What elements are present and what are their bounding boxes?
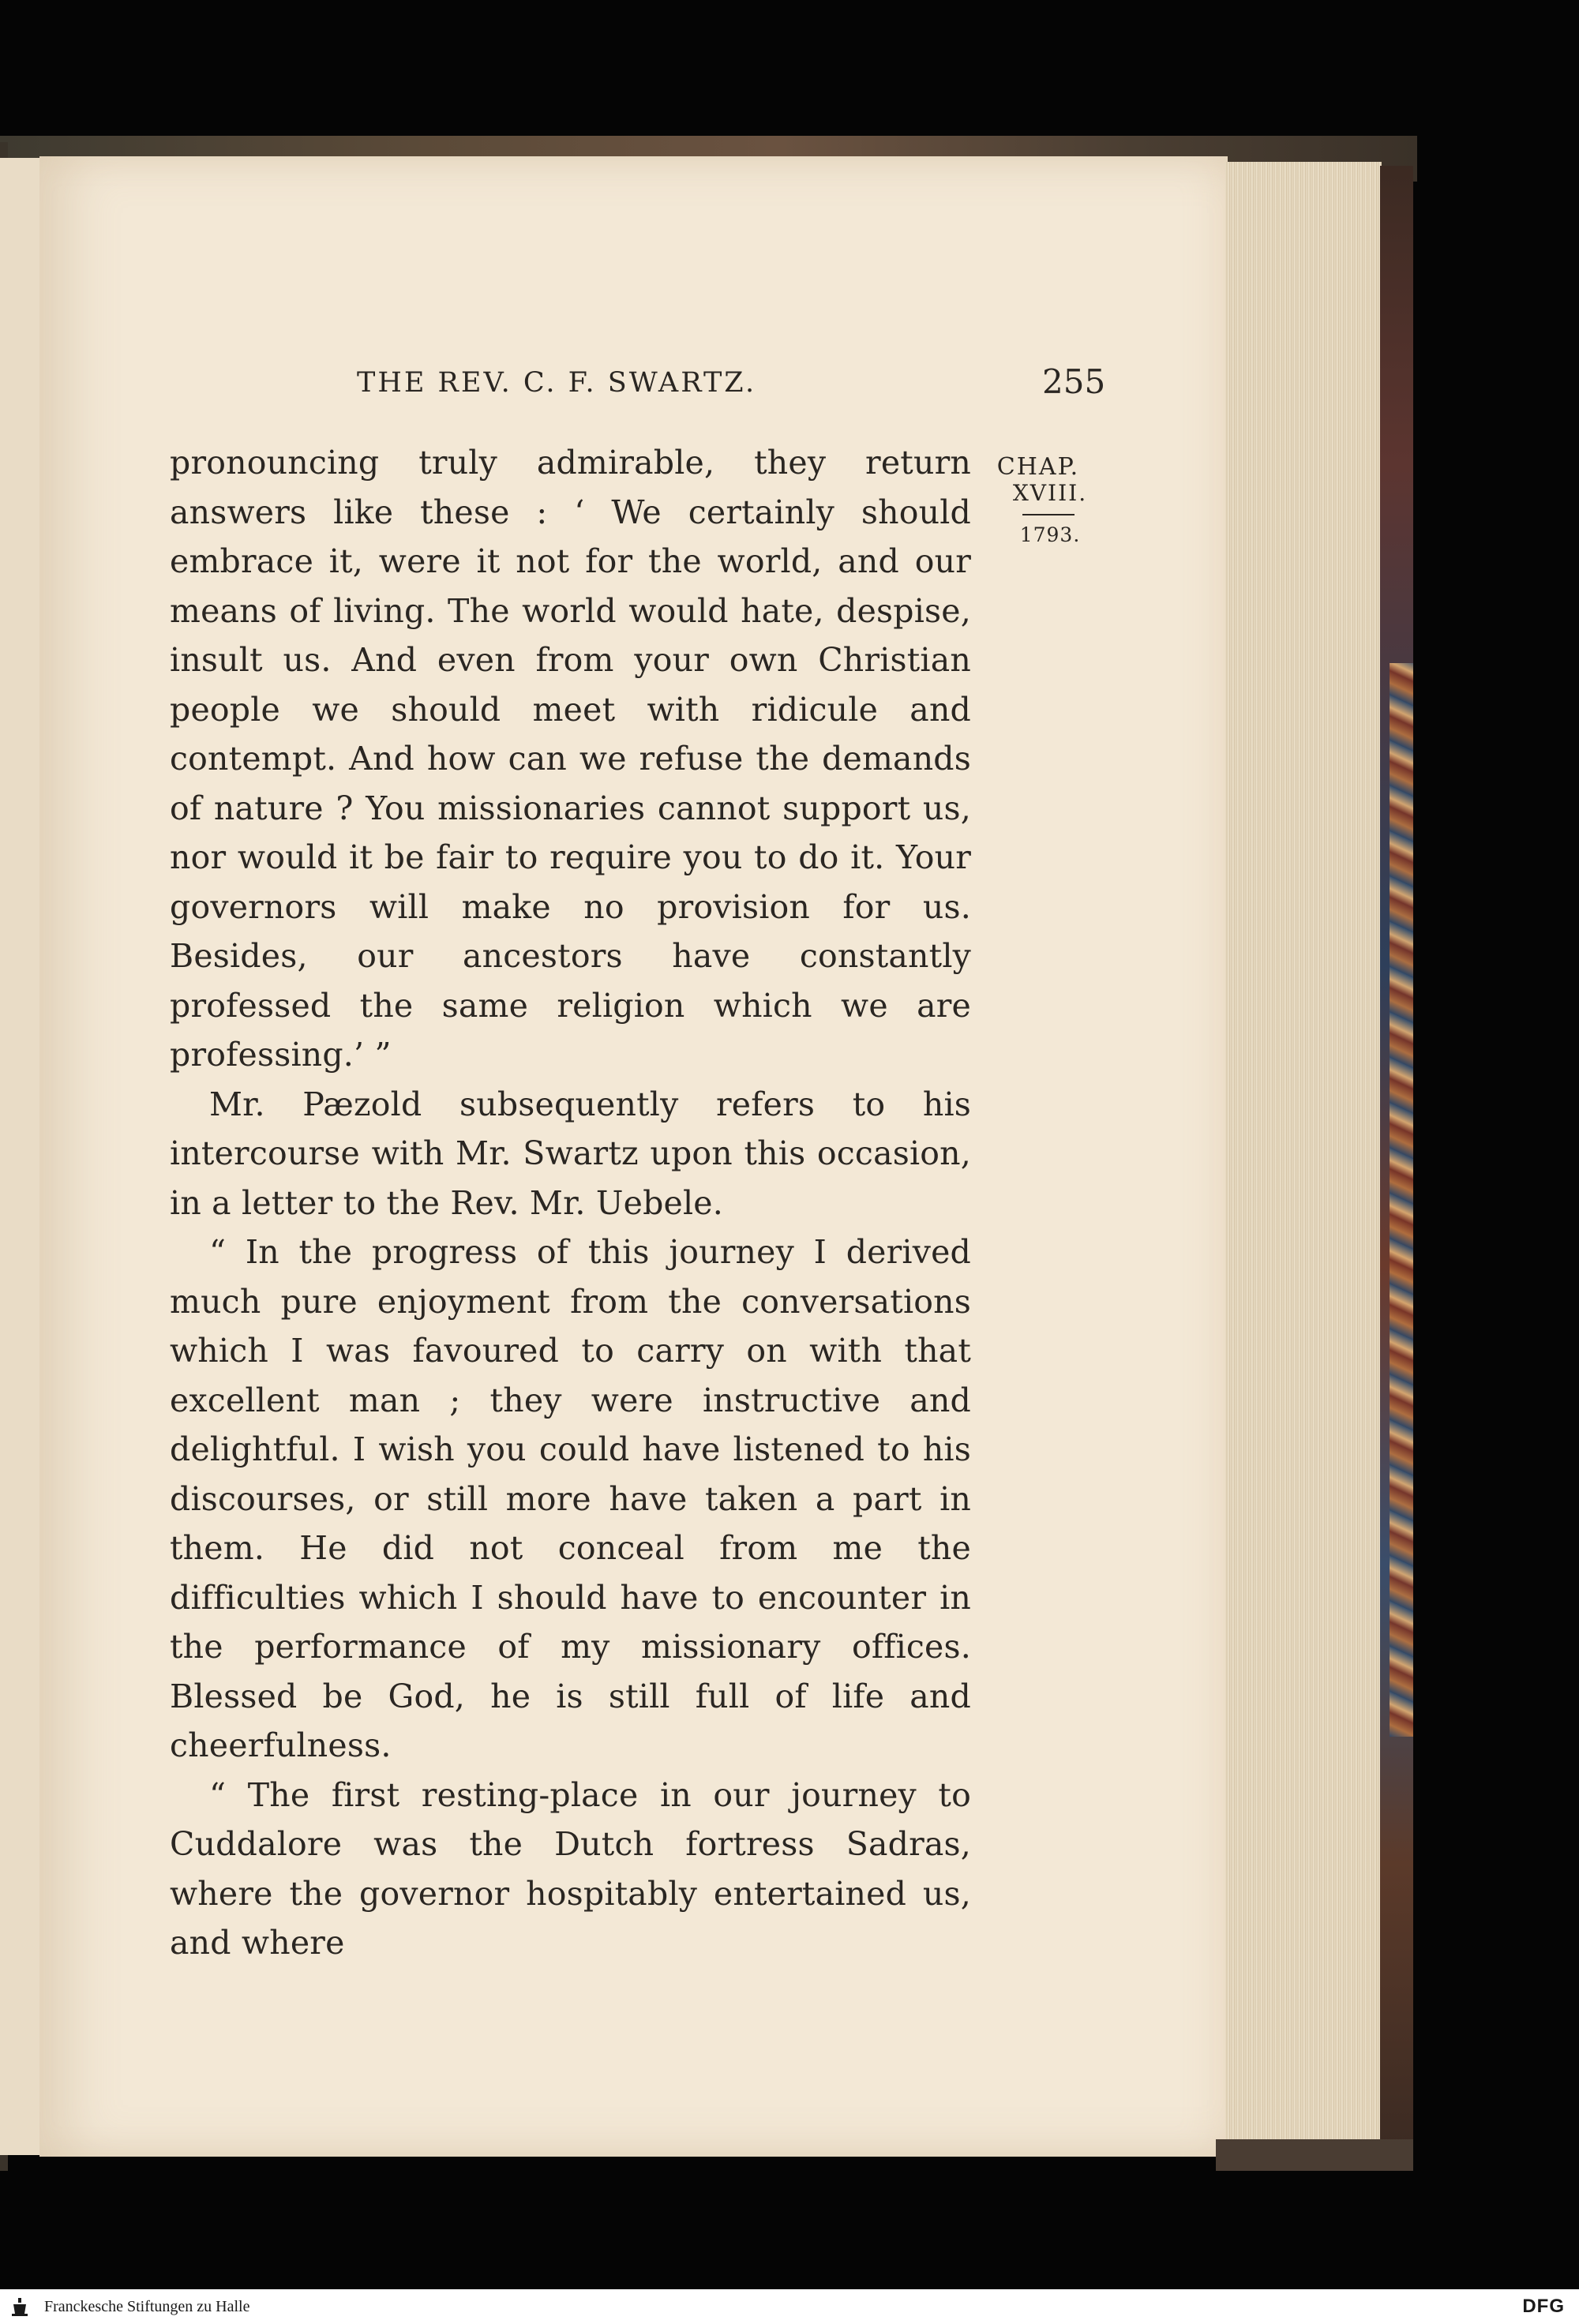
body-text <box>170 438 971 1968</box>
page-number: 255 <box>1042 362 1106 401</box>
page-edges <box>1225 162 1382 2151</box>
paragraph: Mr. Pæzold subsequently refers to his intercourse with Mr. Swartz upon this occasion, in a letter to the Rev. Mr. Uebele. <box>170 1085 971 1222</box>
margin-rule <box>1022 514 1075 515</box>
paragraph: “ The first resting-place in our journey to Cuddalore was the Dutch fortress Sadras, where the governor hospitably entertained us, and where <box>170 1775 971 1962</box>
running-title: THE REV. C. F. SWARTZ. <box>357 367 757 399</box>
margin-note <box>975 454 1101 546</box>
institution-name: Franckesche Stiftungen zu Halle <box>44 2297 250 2315</box>
cover-bottom-corner <box>1216 2139 1413 2171</box>
marbled-edge <box>1390 663 1413 1737</box>
paragraph: “ In the progress of this journey I derived much pure enjoyment from the conversations which I was favoured to carry on with that excellent man ; they were instructive and delightful. I wish you could have listened to his discourses, or still more have taken a part in them. He did not conceal from me the difficulties which I should have to encounter in the performance of my missionary offices. Blessed be God, he is still full of life and cheerfulness. <box>170 1233 971 1764</box>
institution-logo-icon <box>8 2295 32 2318</box>
paragraph: pronouncing truly admirable, they return answers like these : ‘ We certainly should embrace it, were it not for the world, and our means of living. The world would hate, despise, insult us. And even from your own Christian people we should meet with ridicule and contempt. And how can we refuse the demands of nature ? You missionaries cannot support us, nor would it be fair to require you to do it. Your governors will make no provision for us. Besides, our ancestors have constantly professed the same religion which we are professing.’ ” <box>170 444 971 1074</box>
chapter-label: CHAP. <box>996 453 1080 481</box>
chapter-number: XVIII. <box>1012 480 1088 506</box>
viewer-footer <box>0 2289 1579 2324</box>
dfg-logo: DFG <box>1522 2296 1565 2317</box>
margin-year: 1793. <box>1019 523 1081 546</box>
left-page-edge <box>0 158 43 2155</box>
